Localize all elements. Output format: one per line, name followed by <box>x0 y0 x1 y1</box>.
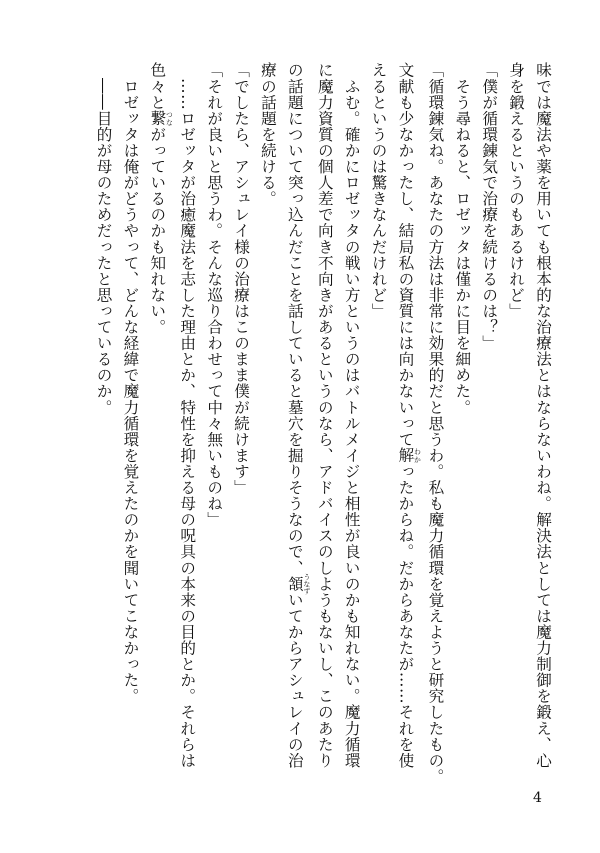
text-line-7: えるというのは驚きなんだけれど」 <box>369 62 388 319</box>
page-number: 4 <box>533 790 542 806</box>
text-line-10-part-a: の話題について突っ込んだことを話していると墓穴を掘りそうなので、 <box>285 62 304 576</box>
text-line-15 <box>143 62 173 742</box>
ruby-tsunagatte <box>148 110 174 127</box>
ruby-unazuite-reading: うなず <box>302 573 311 595</box>
text-line-1: 味では魔法や薬を用いても根本的な治療法とはならないわね。解決法としては魔力制御を鍛え、心 <box>534 62 552 769</box>
text-line-15-part-b: がっているのかも知れない。 <box>148 126 167 335</box>
text-line-5-part-a: 「循環錬気ね。あなたの方法は非常に効果的だと思うわ。私も魔力循環を覚えようと研究したもの。 <box>426 62 445 785</box>
text-line-14: ……ロゼッタが治癒魔法を志した理由とか、特性を抑える母の呪具の本来の目的とか。それらは <box>178 62 197 769</box>
text-line-2: 身を鍛えるというのもあるけれど」 <box>507 62 526 319</box>
text-line-8: ふむ。確かにロゼッタの戦い方というのはバトルメイジと相性が良いのかも知れない。魔力循環 <box>342 62 361 769</box>
ruby-wakatta-base: 解 <box>396 447 415 464</box>
text-line-6-part-a: 文献も少なかったし、結局私の資質には向かないって <box>396 62 415 448</box>
ruby-wakatta <box>396 447 422 464</box>
text-line-5 <box>421 62 448 785</box>
text-line-4: そう尋ねると、ロゼッタは僅かに目を細めた。 <box>453 62 472 416</box>
text-line-6-part-b: ったからね。だからあなたが……それを使 <box>396 463 415 769</box>
text-line-10-part-b: いてからアシュレイの治 <box>285 591 304 769</box>
vertical-text-block <box>90 62 556 785</box>
text-line-12: 「でしたら、アシュレイ様の治療はこのまま僕が続けます」 <box>232 62 251 496</box>
text-line-15-part-a: 色々と <box>148 62 167 111</box>
text-line-3: 「僕が循環錬気で治療を続けるのは？」 <box>480 62 499 351</box>
text-line-9: に魔力資質の個人差で向き不向きがあるというのなら、アドバイスのしようもないし、このあたり <box>315 62 334 769</box>
text-line-10 <box>281 62 311 769</box>
ruby-tsunagatte-base: 繋 <box>148 110 167 127</box>
text-line-17: ――目的が母のためだったと思っているのか。 <box>94 62 113 416</box>
ruby-unazuite-base: 頷 <box>285 573 304 595</box>
ruby-unazuite <box>285 573 311 595</box>
ruby-wakatta-reading: わか <box>413 447 422 464</box>
text-line-16: ロゼッタは俺がどうやって、どんな経緯で魔力循環を覚えたのかを聞いてこなかった。 <box>121 62 140 704</box>
text-line-13: 「それが良いと思うわ。そんな巡り合わせって中々無いものね」 <box>205 62 224 528</box>
text-line-6 <box>392 62 422 769</box>
text-line-11: 療の話題を続ける。 <box>258 62 277 207</box>
ruby-tsunagatte-reading: つな <box>165 110 174 127</box>
